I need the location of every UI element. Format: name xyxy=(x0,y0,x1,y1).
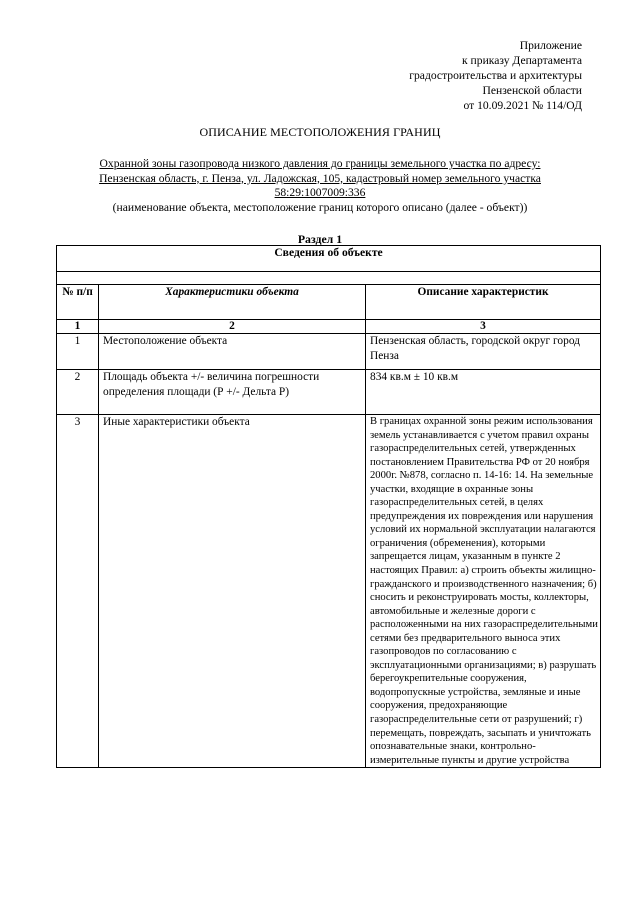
column-number: 1 xyxy=(57,320,99,334)
row-characteristic: Площадь объекта +/- величина погрешности определения площади (Р +/- Дельта Р) xyxy=(99,370,366,415)
table-row xyxy=(57,334,601,370)
object-description xyxy=(72,157,568,215)
row-number: 1 xyxy=(57,334,99,370)
document-title: ОПИСАНИЕ МЕСТОПОЛОЖЕНИЯ ГРАНИЦ xyxy=(199,125,441,139)
approval-block xyxy=(409,38,582,113)
approval-line: градостроительства и архитектуры xyxy=(409,69,582,82)
row-characteristic: Иные характеристики объекта xyxy=(99,415,366,768)
row-description: В границах охранной зоны режим использования земель устанавливается с учетом правил охраны газораспределительных сетей, утвержденных постановлением Правительства РФ от 20 ноября 2000г. №878, согласно п. 14-16: 14. На земельные участки, входящие в охранные зоны газораспределительных сетей, в целях предупреждения их повреждения или нарушения условий их нормальной эксплуатации налагаются ограничения (обременения), которыми запрещается лицам, указанным в пункте 2 настоящих Правил: а) строить объекты жилищно-гражданского и производственного назначения; б) сносить и реконструировать мосты, коллекторы, автомобильные и железные дороги с расположенными на них газораспределительными сетями без предварительного выноса этих газопроводов по согласованию с эксплуатационными организациями; в) разрушать берегоукрепительные сооружения, водопропускные устройства, земляные и иные сооружения, предохраняющие газораспределительные сети от разрушений; г) перемещать, повреждать, засыпать и уничтожать опознавательные знаки, контрольно-измерительные пункты и другие устройства xyxy=(366,415,601,768)
column-number: 2 xyxy=(99,320,366,334)
approval-line: Приложение xyxy=(519,39,582,52)
column-header-characteristics: Характеристики объекта xyxy=(99,285,366,320)
section-title: Раздел 1 xyxy=(297,232,343,246)
table-row xyxy=(57,415,601,768)
object-name-line: 58:29:1007009:336 xyxy=(274,186,366,200)
approval-line: Пензенской области xyxy=(482,84,582,97)
approval-line: от 10.09.2021 № 114/ОД xyxy=(463,99,582,112)
row-number: 3 xyxy=(57,415,99,768)
row-number: 2 xyxy=(57,370,99,415)
column-header-description: Описание характеристик xyxy=(366,285,601,320)
row-characteristic: Местоположение объекта xyxy=(99,334,366,370)
approval-line: к приказу Департамента xyxy=(462,54,582,67)
column-header-number: № п/п xyxy=(57,285,99,320)
row-description: Пензенская область, городской округ город Пенза xyxy=(366,334,601,370)
table-caption: Сведения об объекте xyxy=(57,246,601,272)
object-name-note: (наименование объекта, местоположение границ которого описано (далее - объект)) xyxy=(112,200,528,214)
column-number: 3 xyxy=(366,320,601,334)
table-spacer-row xyxy=(57,272,601,285)
object-info-table xyxy=(56,245,601,768)
table-row xyxy=(57,370,601,415)
object-name-line: Охранной зоны газопровода низкого давления до границы земельного участка по адресу: xyxy=(99,157,541,170)
row-description: 834 кв.м ± 10 кв.м xyxy=(366,370,601,415)
object-name-line: Пензенская область, г. Пенза, ул. Ладожская, 105, кадастровый номер земельного участка xyxy=(99,171,541,185)
